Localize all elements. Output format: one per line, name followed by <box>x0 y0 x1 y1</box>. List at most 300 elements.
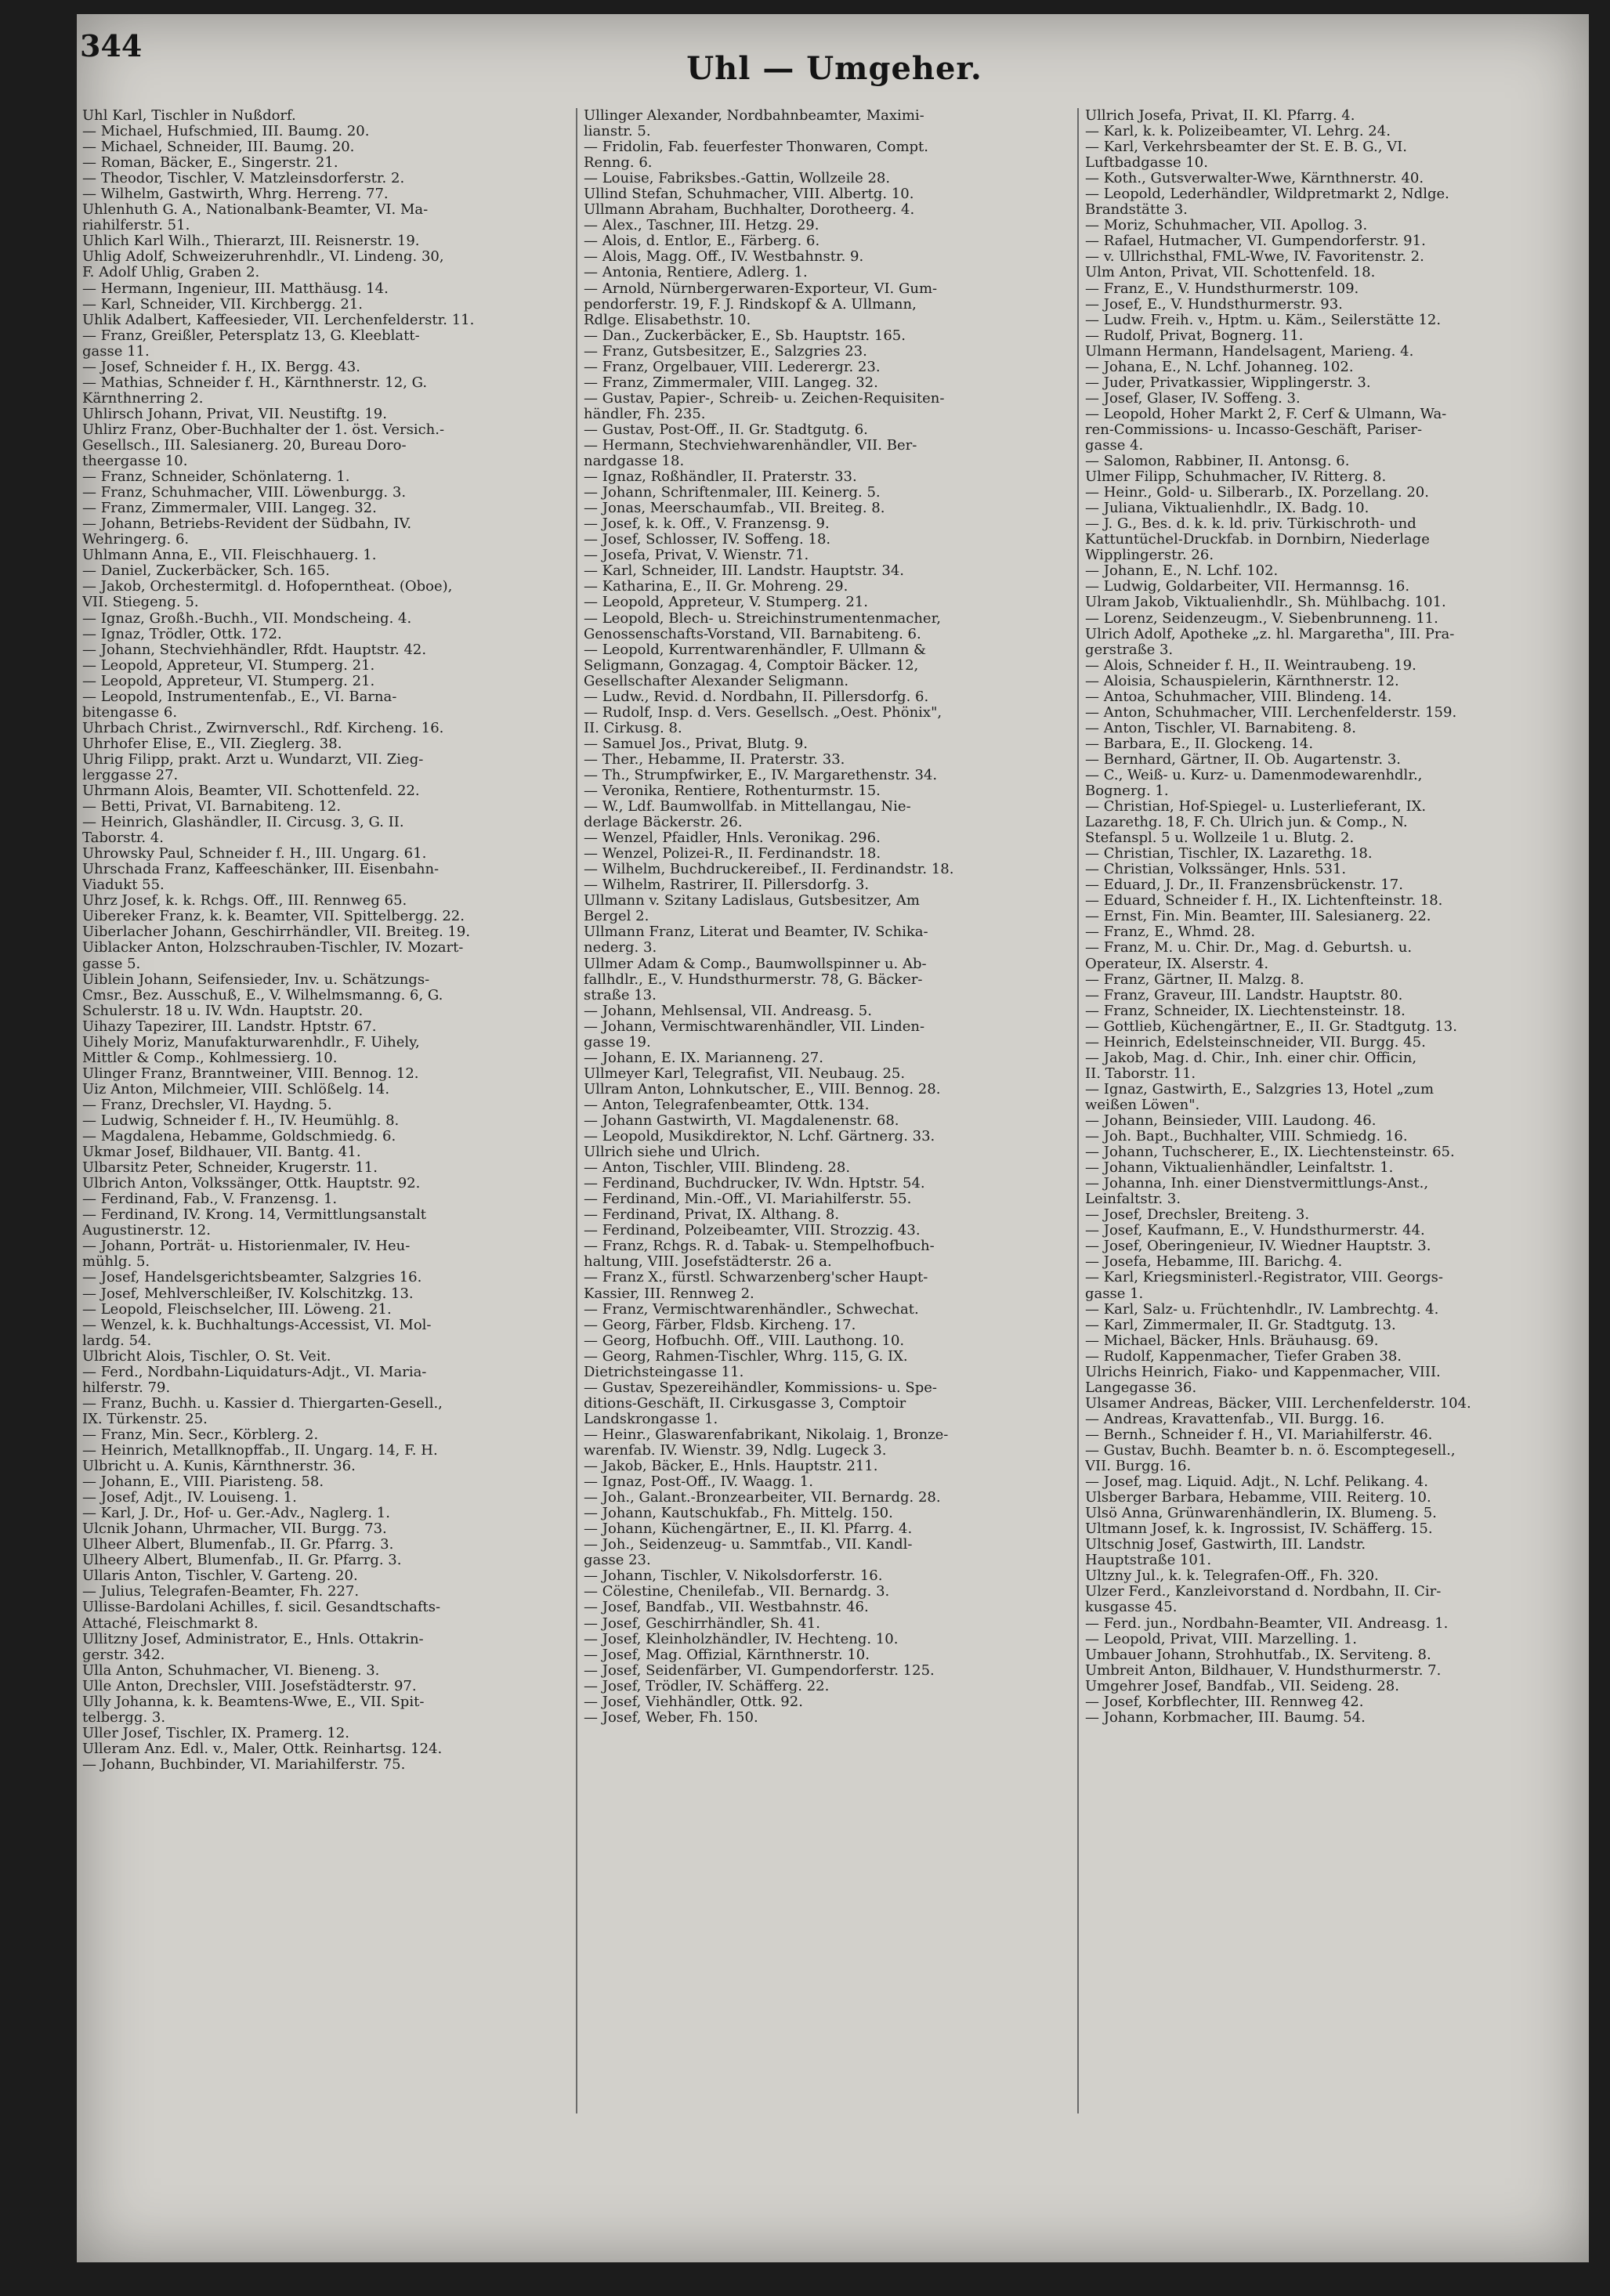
directory-entry-line: — Wilhelm, Buchdruckereibef., II. Ferdinandstr. 18. <box>584 862 954 878</box>
directory-entry-line: — Dan., Zuckerbäcker, E., Sb. Hauptstr. 165. <box>584 327 906 344</box>
directory-entry-line: Ultschnig Josef, Gastwirth, III. Landstr. <box>1085 1537 1366 1553</box>
directory-entry-line: — Roman, Bäcker, E., Singerstr. 21. <box>82 155 338 172</box>
directory-entry-line: — Antonia, Rentiere, Adlerg. 1. <box>584 265 808 281</box>
directory-entry-line: Ullinger Alexander, Nordbahnbeamter, Maximi- <box>584 108 924 124</box>
directory-entry-line: — Ferdinand, Privat, IX. Althang. 8. <box>584 1207 840 1224</box>
directory-entry-line: Ulcnik Johann, Uhrmacher, VII. Burgg. 73. <box>82 1521 387 1538</box>
directory-entry-line: Uhlich Karl Wilh., Thierarzt, III. Reisnerstr. 19. <box>82 233 420 250</box>
directory-entry-line: Genossenschafts-Vorstand, VII. Barnabiteng. 6. <box>584 626 921 642</box>
directory-entry-line: — Eduard, Schneider f. H., IX. Lichtenfteinstr. 18. <box>1085 893 1443 909</box>
directory-entry-line: — Josef, Bandfab., VII. Westbahnstr. 46. <box>584 1600 869 1616</box>
directory-entry-line: gasse 19. <box>584 1034 651 1050</box>
directory-entry-line: gasse 11. <box>82 343 150 360</box>
directory-entry-line: — Josef, Glaser, IV. Soffeng. 3. <box>1085 390 1301 407</box>
directory-entry-line: — Leopold, Lederhändler, Wildpretmarkt 2, Ndlge. <box>1085 186 1449 203</box>
directory-entry-line: — Eduard, J. Dr., II. Franzensbrückenstr. 17. <box>1085 877 1403 894</box>
directory-entry-line: Landskrongasse 1. <box>584 1411 718 1427</box>
directory-entry-line: ren-Commissions- u. Incasso-Geschäft, Pariser- <box>1085 421 1423 438</box>
directory-entry-line: Uiberlacher Johann, Geschirrhändler, VII. Breiteg. 19. <box>82 924 471 941</box>
directory-entry-line: — Michael, Bäcker, Hnls. Bräuhausg. 69. <box>1085 1332 1379 1349</box>
directory-entry-line: — Leopold, Appreteur, VI. Stumperg. 21. <box>82 657 375 674</box>
directory-entry-line: Ullmann v. Szitany Ladislaus, Gutsbesitzer, Am <box>584 893 920 909</box>
directory-entry-line: — Christian, Volkssänger, Hnls. 531. <box>1085 862 1347 878</box>
directory-entry-line: Ullind Stefan, Schuhmacher, VIII. Albertg. 10. <box>584 186 914 203</box>
directory-entry-line: — Heinr., Glaswarenfabrikant, Nikolaig. 1, Bronze- <box>584 1426 949 1443</box>
directory-entry-line: — Gustav, Post-Off., II. Gr. Stadtgutg. 6. <box>584 421 868 438</box>
directory-entry-line: — Rafael, Hutmacher, VI. Gumpendorferstr. 91. <box>1085 233 1426 250</box>
directory-entry-line: — Franz, Gärtner, II. Malzg. 8. <box>1085 971 1304 988</box>
directory-entry-line: Seligmann, Gonzagag. 4, Comptoir Bäcker. 12, <box>584 657 919 674</box>
directory-entry-line: — Josef, Mag. Offizial, Kärnthnerstr. 10. <box>584 1647 870 1663</box>
directory-entry-line: — Josef, Drechsler, Breiteng. 3. <box>1085 1207 1310 1224</box>
directory-entry-line: Kärnthnerring 2. <box>82 390 204 407</box>
directory-entry-line: Taborstr. 4. <box>82 830 165 847</box>
directory-entry-line: händler, Fh. 235. <box>584 406 706 422</box>
directory-entry-line: — Andreas, Kravattenfab., VII. Burgg. 16. <box>1085 1411 1385 1427</box>
directory-entry-line: Ulla Anton, Schuhmacher, VI. Bieneng. 3. <box>82 1662 380 1679</box>
directory-entry-line: Ulmer Filipp, Schuhmacher, IV. Ritterg. 8. <box>1085 469 1387 486</box>
directory-entry-line: Ulsamer Andreas, Bäcker, VIII. Lerchenfelderstr. 104. <box>1085 1395 1471 1412</box>
directory-entry-line: — Johanna, Inh. einer Dienstvermittlungs-Anst., <box>1085 1176 1429 1192</box>
directory-entry-line: — Bernhard, Gärtner, II. Ob. Augartenstr. 3. <box>1085 751 1401 768</box>
directory-entry-line: — Heinrich, Metallknopffab., II. Ungarg. 14, F. H. <box>82 1442 438 1459</box>
directory-column-1 <box>82 108 560 2113</box>
directory-entry-line: — Veronika, Rentiere, Rothenturmstr. 15. <box>584 783 881 800</box>
directory-entry-line: — Heinrich, Glashändler, II. Circusg. 3, G. II. <box>82 815 404 831</box>
directory-entry-line: mühlg. 5. <box>82 1254 150 1271</box>
directory-entry-line: — Fridolin, Fab. feuerfester Thonwaren, Compt. <box>584 139 928 156</box>
directory-entry-line: — Ferd. jun., Nordbahn-Beamter, VII. Andreasg. 1. <box>1085 1615 1449 1632</box>
directory-entry-line: riahilferstr. 51. <box>82 218 190 234</box>
directory-entry-line: — Ferdinand, Buchdrucker, IV. Wdn. Hptstr. 54. <box>584 1176 925 1192</box>
directory-entry-line: — Rudolf, Kappenmacher, Tiefer Graben 38. <box>1085 1348 1402 1365</box>
directory-entry-line: gasse 4. <box>1085 437 1144 454</box>
directory-entry-line: hilferstr. 79. <box>82 1379 171 1396</box>
directory-entry-line: Hauptstraße 101. <box>1085 1553 1212 1569</box>
directory-entry-line: — Josef, Weber, Fh. 150. <box>584 1709 758 1726</box>
directory-entry-line: — Alois, Schneider f. H., II. Weintraubeng. 19. <box>1085 657 1416 674</box>
directory-entry-line: Uhlig Adolf, Schweizeruhrenhdlr., VI. Lindeng. 30, <box>82 249 444 266</box>
directory-entry-line: haltung, VIII. Josefstädterstr. 26 a. <box>584 1254 832 1271</box>
directory-entry-line: Ultzny Jul., k. k. Telegrafen-Off., Fh. 320. <box>1085 1568 1379 1585</box>
directory-entry-line: — Julius, Telegrafen-Beamter, Fh. 227. <box>82 1584 360 1600</box>
directory-entry-line: — Wilhelm, Gastwirth, Whrg. Herreng. 77. <box>82 186 389 203</box>
directory-entry-line: — Katharina, E., II. Gr. Mohreng. 29. <box>584 579 848 595</box>
directory-entry-line: Dietrichsteingasse 11. <box>584 1364 744 1380</box>
directory-entry-line: Ullmer Adam & Comp., Baumwollspinner u. Ab- <box>584 956 927 972</box>
directory-entry-line: — Aloisia, Schauspielerin, Kärnthnerstr. 12. <box>1085 673 1399 689</box>
directory-entry-line: — Josef, Oberingenieur, IV. Wiedner Hauptstr. 3. <box>1085 1238 1431 1255</box>
directory-entry-line: — Wenzel, k. k. Buchhaltungs-Accessist, VI. Mol- <box>82 1317 432 1333</box>
directory-entry-line: — Ernst, Fin. Min. Beamter, III. Salesianerg. 22. <box>1085 909 1431 925</box>
directory-entry-line: — Franz, M. u. Chir. Dr., Mag. d. Geburtsh. u. <box>1085 940 1413 956</box>
directory-entry-line: — Franz, Vermischtwarenhändler., Schwechat. <box>584 1301 919 1318</box>
directory-entry-line: — Josef, Viehhändler, Ottk. 92. <box>584 1694 803 1710</box>
directory-entry-line: — Alois, d. Entlor, E., Färberg. 6. <box>584 233 820 250</box>
directory-entry-line: Ulsberger Barbara, Hebamme, VIII. Reiterg. 10. <box>1085 1490 1431 1506</box>
directory-entry-line: Ulzer Ferd., Kanzleivorstand d. Nordbahn, II. Cir- <box>1085 1584 1442 1600</box>
directory-entry-line: — Jakob, Bäcker, E., Hnls. Hauptstr. 211. <box>584 1459 878 1475</box>
directory-entry-line: — Josef, Schlosser, IV. Soffeng. 18. <box>584 532 831 548</box>
column-divider <box>576 108 577 2113</box>
directory-entry-line: Ullmann Franz, Literat und Beamter, IV. Schika- <box>584 924 928 941</box>
directory-entry-line: Kassier, III. Rennweg 2. <box>584 1285 754 1302</box>
directory-entry-line: — Joh., Galant.-Bronzearbeiter, VII. Bernardg. 28. <box>584 1490 941 1506</box>
directory-entry-line: gerstr. 342. <box>82 1647 165 1663</box>
directory-entry-line: Ullrich siehe und Ulrich. <box>584 1144 761 1161</box>
directory-entry-line: — Ignaz, Großh.-Buchh., VII. Mondscheing. 4. <box>82 610 412 627</box>
directory-entry-line: — Karl, Schneider, III. Landstr. Hauptstr. 34. <box>584 563 905 580</box>
directory-entry-line: — Josef, Schneider f. H., IX. Bergg. 43. <box>82 359 360 375</box>
directory-entry-line: — Anton, Tischler, VIII. Blindeng. 28. <box>584 1160 851 1177</box>
directory-entry-line: Ulinger Franz, Branntweiner, VIII. Bennog. 12. <box>82 1065 419 1082</box>
directory-entry-line: — Johann, Viktualienhändler, Leinfaltstr. 1. <box>1085 1160 1394 1177</box>
directory-entry-line: Uiblacker Anton, Holzschrauben-Tischler, IV. Mozart- <box>82 940 464 956</box>
directory-entry-line: — Johann, E. IX. Marianneng. 27. <box>584 1050 823 1066</box>
directory-entry-line: — Jonas, Meerschaumfab., VII. Breiteg. 8. <box>584 501 885 517</box>
directory-entry-line: — Johann, Betriebs-Revident der Südbahn, IV. <box>82 516 412 533</box>
directory-entry-line: Uhrschada Franz, Kaffeeschänker, III. Eisenbahn- <box>82 862 440 878</box>
directory-entry-line: Brandstätte 3. <box>1085 202 1188 219</box>
directory-entry-line: Ultmann Josef, k. k. Ingrossist, IV. Schäfferg. 15. <box>1085 1521 1433 1538</box>
directory-entry-line: IX. Türkenstr. 25. <box>82 1411 208 1427</box>
page-number: 344 <box>80 28 143 63</box>
directory-entry-line: — Franz, Greißler, Petersplatz 13, G. Kleeblatt- <box>82 327 420 344</box>
directory-entry-line: — Leopold, Appreteur, VI. Stumperg. 21. <box>82 673 375 689</box>
directory-entry-line: Ulbricht u. A. Kunis, Kärnthnerstr. 36. <box>82 1459 356 1475</box>
directory-entry-line: — Michael, Hufschmied, III. Baumg. 20. <box>82 124 370 140</box>
directory-entry-line: Ulbarsitz Peter, Schneider, Krugerstr. 11. <box>82 1160 378 1177</box>
directory-entry-line: — J. G., Bes. d. k. k. ld. priv. Türkischroth- und <box>1085 516 1416 533</box>
directory-entry-line: — Mathias, Schneider f. H., Kärnthnerstr. 12, G. <box>82 374 428 391</box>
directory-entry-line: Ulbrich Anton, Volkssänger, Ottk. Hauptstr. 92. <box>82 1176 421 1192</box>
directory-entry-line: Rdlge. Elisabethstr. 10. <box>584 312 751 328</box>
directory-entry-line: Langegasse 36. <box>1085 1379 1197 1396</box>
directory-entry-line: — Johann, Buchbinder, VI. Mariahilferstr. 75. <box>82 1756 406 1773</box>
running-head: Uhl — Umgeher. <box>686 50 982 87</box>
directory-entry-line: Uhlenhuth G. A., Nationalbank-Beamter, VI. Ma- <box>82 202 429 219</box>
directory-entry-line: Bognerg. 1. <box>1085 783 1169 800</box>
directory-entry-line: — Wenzel, Pfaidler, Hnls. Veronikag. 296. <box>584 830 881 847</box>
directory-entry-line: Uiblein Johann, Seifensieder, Inv. u. Schätzungs- <box>82 971 430 988</box>
directory-entry-line: Ulmann Hermann, Handelsagent, Marieng. 4. <box>1085 343 1414 360</box>
directory-entry-line: — Louise, Fabriksbes.-Gattin, Wollzeile 28. <box>584 171 891 187</box>
directory-entry-line: — Franz, Min. Secr., Körblerg. 2. <box>82 1426 319 1443</box>
directory-entry-line: — W., Ldf. Baumwollfab. in Mittellangau, Nie- <box>584 799 911 815</box>
directory-entry-line: Uhrig Filipp, prakt. Arzt u. Wundarzt, VII. Zieg- <box>82 751 424 768</box>
directory-entry-line: Ullaris Anton, Tischler, V. Garteng. 20. <box>82 1568 358 1585</box>
directory-column-2 <box>584 108 1062 2113</box>
directory-entry-line: — Josef, Seidenfärber, VI. Gumpendorferstr. 125. <box>584 1662 935 1679</box>
directory-entry-line: — Franz, Rchgs. R. d. Tabak- u. Stempelhofbuch- <box>584 1238 935 1255</box>
directory-entry-line: Uhrowsky Paul, Schneider f. H., III. Ungarg. 61. <box>82 846 427 862</box>
directory-entry-line: — Franz, Orgelbauer, VIII. Lederergr. 23. <box>584 359 881 375</box>
directory-entry-line: — Gustav, Buchh. Beamter b. n. ö. Escomptegesell., <box>1085 1442 1456 1459</box>
directory-entry-line: Gesellsch., III. Salesianerg. 20, Bureau Doro- <box>82 437 407 454</box>
directory-entry-line: — Ludw., Revid. d. Nordbahn, II. Pillersdorfg. 6. <box>584 689 929 705</box>
directory-entry-line: lianstr. 5. <box>584 124 651 140</box>
directory-entry-line: — Johana, E., N. Lchf. Johanneg. 102. <box>1085 359 1354 375</box>
directory-entry-line: — Samuel Jos., Privat, Blutg. 9. <box>584 736 809 752</box>
directory-entry-line: straße 13. <box>584 987 657 1003</box>
directory-entry-line: — Rudolf, Insp. d. Vers. Gesellsch. „Oest. Phönix", <box>584 704 942 721</box>
directory-entry-line: Cmsr., Bez. Ausschuß, E., V. Wilhelmsmanng. 6, G. <box>82 987 443 1003</box>
directory-entry-line: — Johann, Porträt- u. Historienmaler, IV. Heu- <box>82 1238 411 1255</box>
directory-entry-line: — Gustav, Spezereihändler, Kommissions- u. Spe- <box>584 1379 937 1396</box>
directory-entry-line: — Karl, Salz- u. Früchtenhdlr., IV. Lambrechtg. 4. <box>1085 1301 1439 1318</box>
directory-entry-line: Ulrich Adolf, Apotheke „z. hl. Margaretha", III. Pra- <box>1085 626 1455 642</box>
directory-entry-line: gasse 23. <box>584 1553 651 1569</box>
directory-entry-line: — Ignaz, Gastwirth, E., Salzgries 13, Hotel „zum <box>1085 1081 1435 1097</box>
directory-entry-line: Bergel 2. <box>584 909 649 925</box>
directory-entry-line: VII. Burgg. 16. <box>1085 1459 1192 1475</box>
directory-entry-line: lerggasse 27. <box>82 767 179 783</box>
directory-entry-line: — Joh. Bapt., Buchhalter, VIII. Schmiedg. 16. <box>1085 1129 1408 1145</box>
directory-entry-line: Uhlik Adalbert, Kaffeesieder, VII. Lerchenfelderstr. 11. <box>82 312 475 328</box>
directory-entry-line: — Franz, Graveur, III. Landstr. Hauptstr. 80. <box>1085 987 1403 1003</box>
directory-entry-line: Wehringerg. 6. <box>82 532 190 548</box>
directory-entry-line: Uhlirsch Johann, Privat, VII. Neustiftg. 19. <box>82 406 387 422</box>
directory-entry-line: Uiz Anton, Milchmeier, VIII. Schlößelg. 14. <box>82 1081 390 1097</box>
directory-entry-line: warenfab. IV. Wienstr. 39, Ndlg. Lugeck 3. <box>584 1442 887 1459</box>
directory-entry-line: — Rudolf, Privat, Bognerg. 11. <box>1085 327 1304 344</box>
directory-entry-line: — Franz, Schneider, IX. Liechtensteinstr. 18. <box>1085 1003 1406 1019</box>
directory-entry-line: Ulsö Anna, Grünwarenhändlerin, IX. Blumeng. 5. <box>1085 1506 1437 1522</box>
directory-entry-line: — Franz, E., V. Hundsthurmerstr. 109. <box>1085 280 1359 297</box>
directory-entry-line: — Ignaz, Post-Off., IV. Waagg. 1. <box>584 1474 813 1491</box>
directory-entry-line: — Wenzel, Polizei-R., II. Ferdinandstr. 18. <box>584 846 881 862</box>
directory-entry-line: — Karl, Schneider, VII. Kirchbergg. 21. <box>82 296 363 313</box>
directory-entry-line: — Karl, k. k. Polizeibeamter, VI. Lehrg. 24. <box>1085 124 1391 140</box>
directory-entry-line: — Johann, Vermischtwarenhändler, VII. Linden- <box>584 1018 925 1035</box>
directory-entry-line: — Betti, Privat, VI. Barnabiteng. 12. <box>82 799 342 815</box>
directory-entry-line: — Franz, Schneider, Schönlaterng. 1. <box>82 469 350 486</box>
directory-entry-line: — Th., Strumpfwirker, E., IV. Margarethenstr. 34. <box>584 767 938 783</box>
directory-entry-line: — Cölestine, Chenilefab., VII. Bernardg. 3. <box>584 1584 890 1600</box>
directory-entry-line: — Arnold, Nürnbergerwaren-Exporteur, VI. Gum- <box>584 280 938 297</box>
directory-entry-line: — Alois, Magg. Off., IV. Westbahnstr. 9. <box>584 249 864 266</box>
directory-entry-line: — Ludw. Freih. v., Hptm. u. Käm., Seilerstätte 12. <box>1085 312 1442 328</box>
directory-entry-line: Ully Johanna, k. k. Beamtens-Wwe, E., VII. Spit- <box>82 1694 425 1710</box>
column-divider <box>1077 108 1079 2113</box>
directory-entry-line: — Joh., Seidenzeug- u. Sammtfab., VII. Kandl- <box>584 1537 913 1553</box>
directory-entry-line: — Ther., Hebamme, II. Praterstr. 33. <box>584 751 845 768</box>
directory-entry-line: gasse 1. <box>1085 1285 1144 1302</box>
directory-entry-line: — Karl, J. Dr., Hof- u. Ger.-Adv., Naglerg. 1. <box>82 1506 390 1522</box>
directory-entry-line: — Josefa, Privat, V. Wienstr. 71. <box>584 548 809 564</box>
directory-entry-line: — Franz, E., Whmd. 28. <box>1085 924 1256 941</box>
directory-entry-line: — Michael, Schneider, III. Baumg. 20. <box>82 139 355 156</box>
directory-entry-line: Ulle Anton, Drechsler, VIII. Josefstädterstr. 97. <box>82 1678 417 1694</box>
directory-entry-line: Uhrmann Alois, Beamter, VII. Schottenfeld. 22. <box>82 783 420 800</box>
directory-entry-line: Ullitzny Josef, Administrator, E., Hnls. Ottakrin- <box>82 1631 424 1647</box>
directory-entry-line: derlage Bäckerstr. 26. <box>584 815 743 831</box>
directory-entry-line: fallhdlr., E., V. Hundsthurmerstr. 78, G. Bäcker- <box>584 971 923 988</box>
directory-entry-line: Uhl Karl, Tischler in Nußdorf. <box>82 108 296 124</box>
directory-entry-line: Uihely Moriz, Manufakturwarenhdlr., F. Uihely, <box>82 1034 420 1050</box>
directory-entry-line: Ullram Anton, Lohnkutscher, E., VIII. Bennog. 28. <box>584 1081 941 1097</box>
directory-entry-line: — Koth., Gutsverwalter-Wwe, Kärnthnerstr. 40. <box>1085 171 1424 187</box>
directory-entry-line: — Franz, Zimmermaler, VIII. Langeg. 32. <box>584 374 878 391</box>
directory-entry-line: — Bernh., Schneider f. H., VI. Mariahilferstr. 46. <box>1085 1426 1433 1443</box>
directory-entry-line: — Anton, Telegrafenbeamter, Ottk. 134. <box>584 1097 870 1113</box>
directory-entry-line: F. Adolf Uhlig, Graben 2. <box>82 265 260 281</box>
directory-entry-line: — Jakob, Mag. d. Chir., Inh. einer chir. Officin, <box>1085 1050 1417 1066</box>
directory-entry-line: Umbauer Johann, Strohhutfab., IX. Serviteng. 8. <box>1085 1647 1431 1663</box>
directory-entry-line: — Leopold, Musikdirektor, N. Lchf. Gärtnerg. 33. <box>584 1129 935 1145</box>
directory-entry-line: — Johann, Schriftenmaler, III. Keinerg. 5. <box>584 485 881 501</box>
directory-entry-line: — Josef, Kaufmann, E., V. Hundsthurmerstr. 44. <box>1085 1223 1425 1239</box>
directory-entry-line: — Juliana, Viktualienhdlr., IX. Badg. 10. <box>1085 501 1369 517</box>
directory-entry-line: — Jakob, Orchestermitgl. d. Hofoperntheat. (Oboe), <box>82 579 453 595</box>
directory-entry-line: Ulm Anton, Privat, VII. Schottenfeld. 18. <box>1085 265 1376 281</box>
directory-entry-line: Ukmar Josef, Bildhauer, VII. Bantg. 41. <box>82 1144 361 1161</box>
directory-entry-line: gasse 5. <box>82 956 141 972</box>
directory-entry-line: Stefanspl. 5 u. Wollzeile 1 u. Blutg. 2. <box>1085 830 1355 847</box>
directory-entry-line: Wipplingerstr. 26. <box>1085 548 1214 564</box>
directory-entry-line: — Georg, Färber, Fldsb. Kircheng. 17. <box>584 1317 856 1333</box>
directory-entry-line: Leinfaltstr. 3. <box>1085 1191 1181 1208</box>
directory-entry-line: — Gottlieb, Küchengärtner, E., II. Gr. Stadtgutg. 13. <box>1085 1018 1457 1035</box>
directory-entry-line: — Ignaz, Trödler, Ottk. 172. <box>82 626 282 642</box>
directory-entry-line: — Anton, Schuhmacher, VIII. Lerchenfelderstr. 159. <box>1085 704 1457 721</box>
directory-entry-line: — Josef, k. k. Off., V. Franzensg. 9. <box>584 516 830 533</box>
directory-entry-line: Ulbricht Alois, Tischler, O. St. Veit. <box>82 1348 331 1365</box>
directory-entry-line: nederg. 3. <box>584 940 657 956</box>
directory-entry-line: — Juder, Privatkassier, Wipplingerstr. 3. <box>1085 374 1371 391</box>
directory-entry-line: Schulerstr. 18 u. IV. Wdn. Hauptstr. 20. <box>82 1003 364 1019</box>
directory-entry-line: Umbreit Anton, Bildhauer, V. Hundsthurmerstr. 7. <box>1085 1662 1442 1679</box>
directory-entry-line: — Johann, Kautschukfab., Fh. Mittelg. 150. <box>584 1506 893 1522</box>
page-header <box>82 22 1586 87</box>
directory-entry-line: — Lorenz, Seidenzeugm., V. Siebenbrunneng. 11. <box>1085 610 1438 627</box>
directory-entry-line: ditions-Geschäft, II. Cirkusgasse 3, Comptoir <box>584 1395 906 1412</box>
directory-entry-line: Viadukt 55. <box>82 877 165 894</box>
directory-entry-line: — Ludwig, Goldarbeiter, VII. Hermannsg. 16. <box>1085 579 1410 595</box>
directory-entry-line: — Ferdinand, IV. Krong. 14, Vermittlungsanstalt <box>82 1207 426 1224</box>
directory-entry-line: pendorferstr. 19, F. J. Rindskopf & A. Ullmann, <box>584 296 917 313</box>
directory-entry-line: Umgehrer Josef, Bandfab., VII. Seideng. 28. <box>1085 1678 1399 1694</box>
directory-entry-line: Ulram Jakob, Viktualienhdlr., Sh. Mühlbachg. 101. <box>1085 595 1446 611</box>
directory-entry-line: — Theodor, Tischler, V. Matzleinsdorferstr. 2. <box>82 171 405 187</box>
directory-entry-line: — Josefa, Hebamme, III. Barichg. 4. <box>1085 1254 1343 1271</box>
directory-entry-line: — Franz, Schuhmacher, VIII. Löwenburgg. 3. <box>82 485 407 501</box>
directory-entry-line: — Josef, Kleinholzhändler, IV. Hechteng. 10. <box>584 1631 899 1647</box>
directory-entry-line: — Wilhelm, Rastrirer, II. Pillersdorfg. 3. <box>584 877 870 894</box>
directory-entry-line: Ullisse-Bardolani Achilles, f. sicil. Gesandtschafts- <box>82 1600 441 1616</box>
directory-entry-line: Ulheer Albert, Blumenfab., II. Gr. Pfarrg. 3. <box>82 1537 394 1553</box>
directory-entry-line: telbergg. 3. <box>82 1709 166 1726</box>
directory-entry-line: — Ignaz, Roßhändler, II. Praterstr. 33. <box>584 469 857 486</box>
directory-entry-line: — Josef, Handelsgerichtsbeamter, Salzgries 16. <box>82 1270 422 1286</box>
directory-entry-line: Ullrich Josefa, Privat, II. Kl. Pfarrg. 4. <box>1085 108 1355 124</box>
directory-entry-line: — Alex., Taschner, III. Hetzg. 29. <box>584 218 819 234</box>
directory-entry-line: Ulrichs Heinrich, Fiako- und Kappenmacher, VIII. <box>1085 1364 1441 1380</box>
directory-entry-line: Uller Josef, Tischler, IX. Pramerg. 12. <box>82 1725 349 1741</box>
directory-entry-line: lardg. 54. <box>82 1332 152 1349</box>
directory-entry-line: — Josef, Geschirrhändler, Sh. 41. <box>584 1615 820 1632</box>
directory-entry-line: — Christian, Tischler, IX. Lazarethg. 18. <box>1085 846 1373 862</box>
directory-entry-line: — Georg, Hofbuchh. Off., VIII. Lauthong. 10. <box>584 1332 905 1349</box>
directory-entry-line: — Heinr., Gold- u. Silberarb., IX. Porzellang. 20. <box>1085 485 1429 501</box>
directory-entry-line: — Salomon, Rabbiner, II. Antonsg. 6. <box>1085 454 1350 470</box>
directory-entry-line: Uhlmann Anna, E., VII. Fleischhauerg. 1. <box>82 548 377 564</box>
directory-entry-line: — Johann, E., VIII. Piaristeng. 58. <box>82 1474 324 1491</box>
directory-entry-line: — Leopold, Blech- u. Streichinstrumentenmacher, <box>584 610 941 627</box>
directory-entry-line: — Leopold, Hoher Markt 2, F. Cerf & Ulmann, Wa- <box>1085 406 1447 422</box>
directory-entry-line: — Franz, Buchh. u. Kassier d. Thiergarten-Gesell., <box>82 1395 443 1412</box>
directory-entry-line: — Josef, E., V. Hundsthurmerstr. 93. <box>1085 296 1343 313</box>
directory-entry-line: Mittler & Comp., Kohlmessierg. 10. <box>82 1050 338 1066</box>
directory-entry-line: — Moriz, Schuhmacher, VII. Apollog. 3. <box>1085 218 1368 234</box>
directory-entry-line: — Hermann, Stechviehwarenhändler, VII. Ber- <box>584 437 917 454</box>
directory-entry-line: theergasse 10. <box>82 454 188 470</box>
directory-entry-line: — Ferd., Nordbahn-Liquidaturs-Adjt., VI. Maria- <box>82 1364 427 1380</box>
directory-entry-line: Operateur, IX. Alserstr. 4. <box>1085 956 1269 972</box>
directory-entry-line: Ulheery Albert, Blumenfab., II. Gr. Pfarrg. 3. <box>82 1553 402 1569</box>
directory-entry-line: VII. Stiegeng. 5. <box>82 595 199 611</box>
directory-entry-line: Ullmeyer Karl, Telegrafist, VII. Neubaug. 25. <box>584 1065 906 1082</box>
directory-entry-line: — Karl, Zimmermaler, II. Gr. Stadtgutg. 13. <box>1085 1317 1396 1333</box>
directory-entry-line: Uhlirz Franz, Ober-Buchhalter der 1. öst. Versich.- <box>82 421 445 438</box>
directory-entry-line: Uhrbach Christ., Zwirnverschl., Rdf. Kircheng. 16. <box>82 720 444 736</box>
directory-entry-line: — Leopold, Instrumentenfab., E., VI. Barna- <box>82 689 397 705</box>
directory-column-3 <box>1085 108 1563 2113</box>
directory-entry-line: — Ferdinand, Fab., V. Franzensg. 1. <box>82 1191 338 1208</box>
directory-entry-line: — Josef, Adjt., IV. Louiseng. 1. <box>82 1490 297 1506</box>
directory-entry-line: — Leopold, Kurrentwarenhändler, F. Ullmann & <box>584 642 927 658</box>
directory-entry-line: Uihazy Tapezirer, III. Landstr. Hptstr. 67. <box>82 1018 377 1035</box>
directory-entry-line: — Barbara, E., II. Glockeng. 14. <box>1085 736 1314 752</box>
directory-entry-line: — Leopold, Fleischselcher, III. Löweng. 21. <box>82 1301 392 1318</box>
directory-entry-line: nardgasse 18. <box>584 454 685 470</box>
directory-entry-line: — Josef, Korbflechter, III. Rennweg 42. <box>1085 1694 1364 1710</box>
directory-entry-line: Lazarethg. 18, F. Ch. Ulrich jun. & Comp., N. <box>1085 815 1408 831</box>
directory-entry-line: Uibereker Franz, k. k. Beamter, VII. Spittelbergg. 22. <box>82 909 465 925</box>
directory-entry-line: — Gustav, Papier-, Schreib- u. Zeichen-Requisiten- <box>584 390 945 407</box>
directory-entry-line: — Josef, Trödler, IV. Schäfferg. 22. <box>584 1678 830 1694</box>
directory-entry-line: — Franz, Gutsbesitzer, E., Salzgries 23. <box>584 343 867 360</box>
directory-entry-line: — Johann, Stechviehhändler, Rfdt. Hauptstr. 42. <box>82 642 427 658</box>
directory-entry-line: — Franz, Zimmermaler, VIII. Langeg. 32. <box>82 501 377 517</box>
directory-entry-line: — Franz X., fürstl. Schwarzenberg'scher Haupt- <box>584 1270 928 1286</box>
directory-entry-line: — Johann, Tischler, V. Nikolsdorferstr. 16. <box>584 1568 883 1585</box>
directory-entry-line: Augustinerstr. 12. <box>82 1223 211 1239</box>
directory-entry-line: — Josef, mag. Liquid. Adjt., N. Lchf. Pelikang. 4. <box>1085 1474 1428 1491</box>
directory-entry-line: II. Cirkusg. 8. <box>584 720 682 736</box>
directory-entry-line: — Heinrich, Edelsteinschneider, VII. Burgg. 45. <box>1085 1034 1426 1050</box>
directory-entry-line: Attaché, Fleischmarkt 8. <box>82 1615 259 1632</box>
directory-entry-line: Uhrhofer Elise, E., VII. Zieglerg. 38. <box>82 736 342 752</box>
directory-entry-line: — Leopold, Appreteur, V. Stumperg. 21. <box>584 595 868 611</box>
directory-entry-line: — Daniel, Zuckerbäcker, Sch. 165. <box>82 563 330 580</box>
directory-entry-line: II. Taborstr. 11. <box>1085 1065 1196 1082</box>
directory-entry-line: — Karl, Verkehrsbeamter der St. E. B. G., VI. <box>1085 139 1407 156</box>
directory-entry-line: bitengasse 6. <box>82 704 178 721</box>
directory-entry-line: — Hermann, Ingenieur, III. Matthäusg. 14. <box>82 280 389 297</box>
directory-entry-line: — Leopold, Privat, VIII. Marzelling. 1. <box>1085 1631 1357 1647</box>
directory-entry-line: — Ludwig, Schneider f. H., IV. Heumühlg. 8. <box>82 1113 400 1129</box>
directory-entry-line: — Johann, Mehlsensal, VII. Andreasg. 5. <box>584 1003 872 1019</box>
directory-entry-line: — Johann, Tuchscherer, E., IX. Liechtensteinstr. 65. <box>1085 1144 1455 1161</box>
directory-entry-line: — Ferdinand, Polzeibeamter, VIII. Strozzig. 43. <box>584 1223 921 1239</box>
directory-entry-line: — Johann, Korbmacher, III. Baumg. 54. <box>1085 1709 1366 1726</box>
directory-entry-line: weißen Löwen". <box>1085 1097 1200 1113</box>
directory-entry-line: Gesellschafter Alexander Seligmann. <box>584 673 849 689</box>
directory-entry-line: — Josef, Mehlverschleißer, IV. Kolschitzkg. 13. <box>82 1285 414 1302</box>
directory-entry-line: Luftbadgasse 10. <box>1085 155 1208 172</box>
directory-entry-line: — Christian, Hof-Spiegel- u. Lusterlieferant, IX. <box>1085 799 1427 815</box>
